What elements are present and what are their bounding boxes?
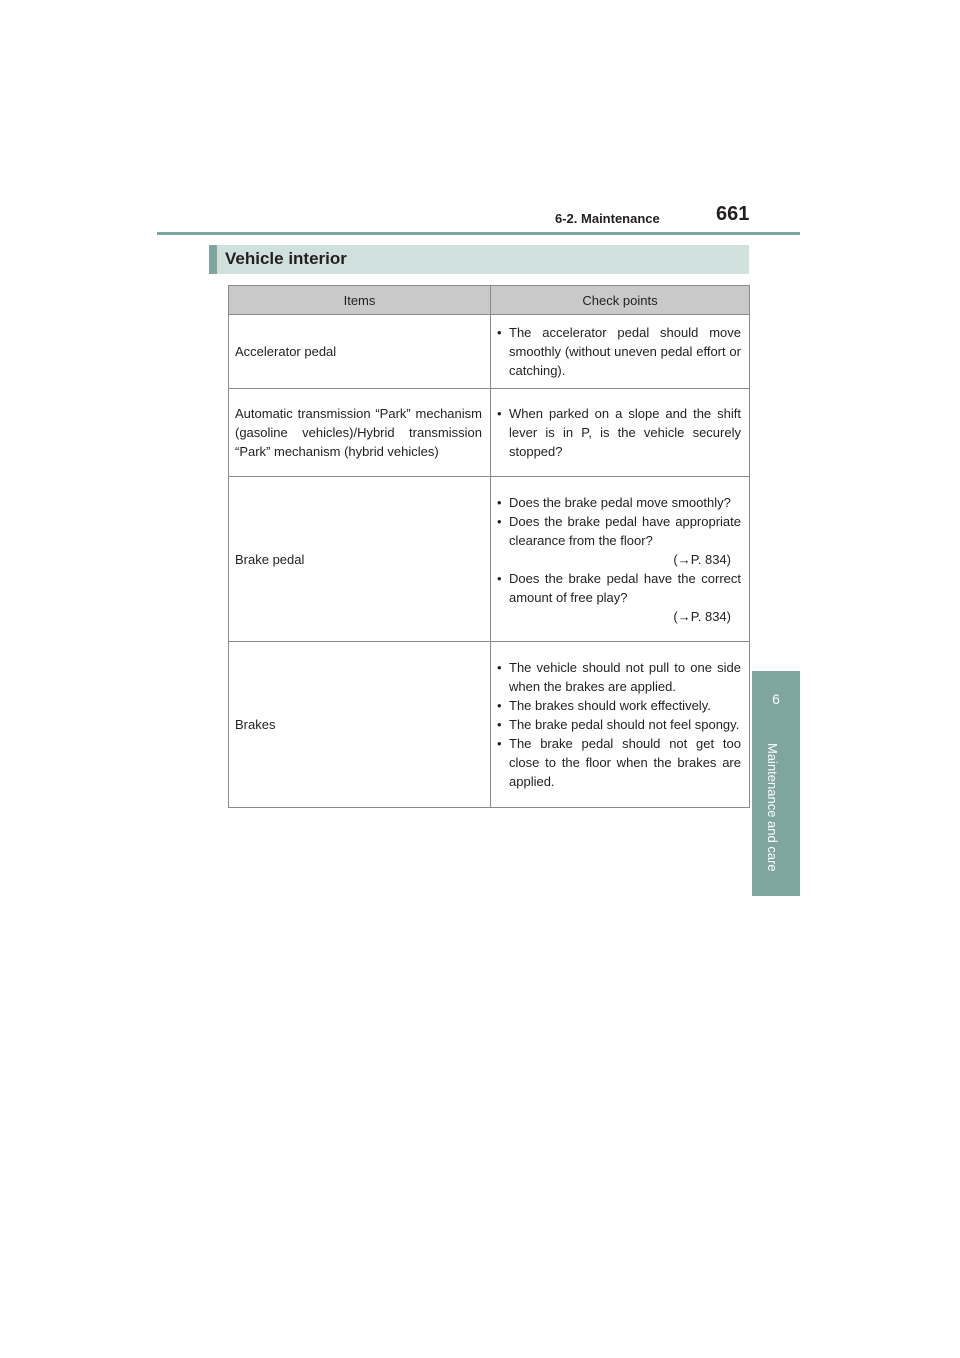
- bullet-icon: •: [497, 660, 502, 675]
- section-title: Vehicle interior: [225, 249, 347, 268]
- column-header-check-points: Check points: [491, 286, 750, 315]
- table-row: [229, 477, 750, 642]
- bullet-icon: •: [497, 736, 502, 751]
- page-reference: (→P. 834): [673, 608, 731, 624]
- check-point: • The brake pedal should not feel spongy.: [497, 717, 740, 732]
- page-reference: (→P. 834): [673, 551, 731, 567]
- check-point: • When parked on a slope and the shift lever is in P, is the vehicle securely stopped?: [497, 406, 741, 459]
- check-point: • Does the brake pedal move smoothly?: [497, 494, 731, 510]
- bullet-icon: •: [497, 513, 502, 529]
- column-header-items: Items: [229, 286, 491, 315]
- check-point: • The brakes should work effectively.: [497, 698, 711, 713]
- check-point: • The accelerator pedal should move smoothly (without uneven pedal effort or catching).: [497, 325, 741, 378]
- check-point: • The vehicle should not pull to one side when the brakes are applied.: [497, 660, 741, 694]
- check-point: • The brake pedal should not get too close to the floor when the brakes are applied.: [497, 736, 741, 789]
- bullet-icon: •: [497, 325, 502, 340]
- item-cell: Automatic transmission “Park” mechanism (gasoline vehicles)/Hybrid transmission “Park” mechanism (hybrid vehicles): [229, 389, 491, 477]
- check-point: • Does the brake pedal have the correct amount of free play? (→P. 834): [497, 570, 741, 624]
- bullet-icon: •: [497, 406, 502, 421]
- page-number: 661: [716, 203, 750, 225]
- check-points-cell: [491, 477, 750, 642]
- inspection-table: [228, 285, 750, 808]
- item-cell: Brakes: [229, 642, 491, 808]
- header-section-title: 6-2. Maintenance: [555, 211, 660, 226]
- item-cell: Brake pedal: [229, 477, 491, 642]
- header-divider: [157, 232, 800, 235]
- check-point: • Does the brake pedal have appropriate clearance from the floor? (→P. 834): [497, 513, 741, 567]
- bullet-icon: •: [497, 570, 502, 586]
- check-points-cell: [491, 642, 750, 808]
- item-cell: Accelerator pedal: [229, 315, 491, 389]
- table-row: [229, 642, 750, 808]
- check-points-cell: [491, 389, 750, 477]
- bullet-icon: •: [497, 494, 502, 510]
- bullet-icon: •: [497, 717, 502, 732]
- section-title-bar: [209, 245, 749, 274]
- chapter-number: 6: [772, 691, 780, 707]
- bullet-icon: •: [497, 698, 502, 713]
- check-points-cell: [491, 315, 750, 389]
- table-header-row: [229, 286, 750, 315]
- table-row: [229, 315, 750, 389]
- chapter-label: Maintenance and care: [765, 743, 780, 872]
- table-row: [229, 389, 750, 477]
- chapter-side-tab: [752, 671, 800, 896]
